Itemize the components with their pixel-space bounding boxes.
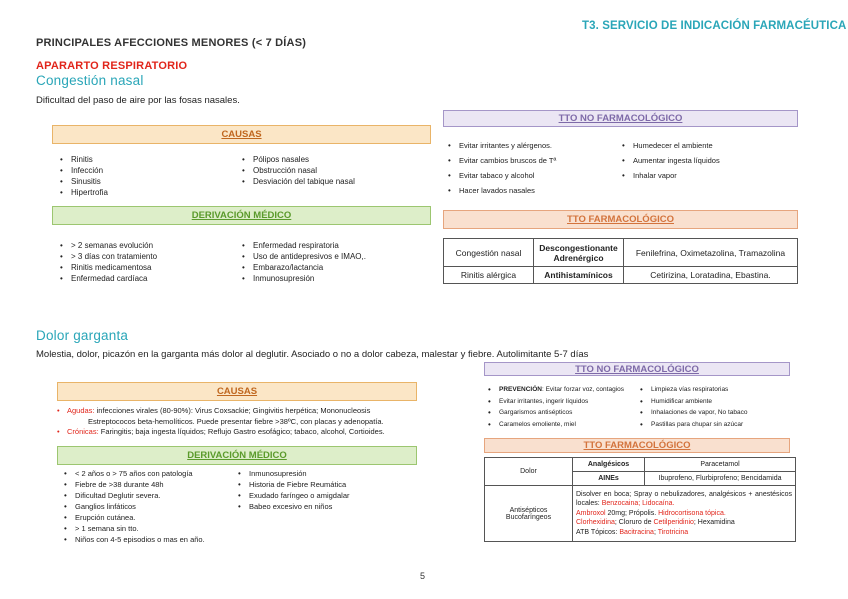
- list-item: • Pólipos nasales: [242, 154, 355, 165]
- garganta-derivacion-list-1: [64, 468, 205, 545]
- list-item: • Rinitis: [60, 154, 108, 165]
- antisep-red: Benzocaina; Lidocaína.: [601, 500, 675, 508]
- congestion-tto-header: TTO FARMACOLÓGICO: [443, 210, 798, 229]
- list-item: • Infección: [60, 165, 108, 176]
- antisep-red: Ambroxol: [576, 509, 606, 517]
- table-cell: Antisépticos Bucofaríngeos: [485, 486, 573, 542]
- congestion-derivacion-header: DERIVACIÓN MÉDICO: [52, 206, 431, 225]
- list-item: • Aumentar ingesta líquidos: [622, 153, 720, 168]
- page-number: 5: [420, 571, 426, 581]
- list-item: • Gargarismos antisépticos: [488, 407, 624, 419]
- table-cell: Analgésicos: [573, 458, 645, 472]
- table-cell: [573, 486, 796, 542]
- list-item: • Sinusitis: [60, 176, 108, 187]
- list-item: • Historia de Fiebre Reumática: [238, 479, 350, 490]
- list-item: • Enfermedad respiratoria: [242, 240, 366, 251]
- congestion-title: Congestión nasal: [36, 73, 144, 88]
- list-item: • Hipertrofia: [60, 187, 108, 198]
- table-cell: Cetirizina, Loratadina, Ebastina.: [624, 267, 798, 284]
- list-item: • Inmunosupresión: [242, 273, 366, 284]
- congestion-derivacion-list-2: [242, 240, 366, 284]
- table-cell: Dolor: [485, 458, 573, 486]
- table-cell: Antihistamínicos: [534, 267, 624, 284]
- list-item: • Evitar cambios bruscos de Tª: [448, 153, 556, 168]
- garganta-derivacion-header: DERIVACIÓN MÉDICO: [57, 446, 417, 465]
- cronicas-label: Crónicas:: [67, 427, 99, 436]
- congestion-derivacion-list-1: [60, 240, 157, 284]
- garganta-tto-no-header: TTO NO FARMACOLÓGICO: [484, 362, 790, 376]
- agudas-label: Agudas:: [67, 406, 95, 415]
- antisep-line: ; Cloruro de: [614, 519, 654, 527]
- section-title: APARARTO RESPIRATORIO: [36, 60, 188, 72]
- congestion-causas-list-1: [60, 154, 108, 198]
- list-item: • Evitar irritantes y alérgenos.: [448, 138, 556, 153]
- list-item: • > 3 días con tratamiento: [60, 251, 157, 262]
- causa-cronicas: [57, 427, 437, 438]
- antisep-line: ATB Tópicos:: [576, 528, 620, 536]
- list-item: • Ganglios linfáticos: [64, 501, 205, 512]
- causa-agudas-cont: Estreptococos beta-hemolíticos. Puede presentar fiebre >38ºC, con placas y adenopatía.: [88, 416, 384, 426]
- list-item: • Embarazo/lactancia: [242, 262, 366, 273]
- list-item: • Desviación del tabique nasal: [242, 176, 355, 187]
- list-item: • Inhalaciones de vapor, No tabaco: [640, 407, 747, 419]
- list-item: • Caramelos emoliente, miel: [488, 419, 624, 431]
- table-cell: AINEs: [573, 472, 645, 486]
- garganta-title: Dolor garganta: [36, 328, 129, 343]
- congestion-tto-table: [443, 238, 798, 284]
- list-item: • Babeo excesivo en niños: [238, 501, 350, 512]
- garganta-description: Molestia, dolor, picazón en la garganta más dolor al deglutir. Asociado o no a dolor cabeza, malestar y fiebre. Autolimitante 5-7 días: [36, 349, 589, 360]
- list-item: • Humidificar ambiente: [640, 396, 747, 408]
- table-cell: Descongestionante Adrenérgico: [534, 239, 624, 267]
- antisep-line: ;: [653, 528, 658, 536]
- antisep-line: 20mg; Própolis.: [605, 509, 659, 517]
- list-item: • Uso de antidepresivos e IMAO,.: [242, 251, 366, 262]
- antisep-red: Hidrocortisona tópica.: [658, 509, 726, 517]
- congestion-tto-no-list-2: [622, 138, 720, 183]
- table-row: [485, 486, 796, 542]
- list-item: • Limpieza vías respiratorias: [640, 384, 747, 396]
- causa-agudas: [57, 406, 437, 417]
- congestion-tto-no-list-1: [448, 138, 556, 198]
- list-item: • Inhalar vapor: [622, 168, 720, 183]
- congestion-causas-list-2: [242, 154, 355, 187]
- garganta-tto-no-list-1: [488, 384, 624, 430]
- table-row: [444, 239, 798, 267]
- list-item: • > 2 semanas evolución: [60, 240, 157, 251]
- congestion-description: Dificultad del paso de aire por las fosas nasales.: [36, 95, 240, 106]
- garganta-causas-content: [57, 406, 437, 438]
- page-title: PRINCIPALES AFECCIONES MENORES (< 7 DÍAS): [36, 37, 307, 49]
- list-item: • Enfermedad cardíaca: [60, 273, 157, 284]
- garganta-causas-header: CAUSAS: [57, 382, 417, 401]
- list-item: [488, 384, 624, 396]
- list-item: • Dificultad Deglutir severa.: [64, 490, 205, 501]
- list-item: • Humedecer el ambiente: [622, 138, 720, 153]
- list-item: • > 1 semana sin tto.: [64, 523, 205, 534]
- list-item: • Rinitis medicamentosa: [60, 262, 157, 273]
- agudas-text: infecciones virales (80-90%): Virus Coxsackie; Gingivitis herpética; Mononucleosis: [94, 406, 371, 415]
- congestion-tto-no-header: TTO NO FARMACOLÓGICO: [443, 110, 798, 127]
- garganta-tto-header: TTO FARMACOLÓGICO: [484, 438, 790, 453]
- congestion-causas-header: CAUSAS: [52, 125, 431, 144]
- list-item: • Exudado faríngeo o amigdalar: [238, 490, 350, 501]
- table-row: [444, 267, 798, 284]
- list-item: • < 2 años o > 75 años con patología: [64, 468, 205, 479]
- antisep-line: ; Hexamidina: [693, 519, 735, 527]
- table-cell: Rinitis alérgica: [444, 267, 534, 284]
- garganta-tto-no-list-2: [640, 384, 747, 430]
- prevencion-text: : Evitar forzar voz, contagios: [541, 386, 624, 393]
- document-title: T3. SERVICIO DE INDICACIÓN FARMACÉUTICA: [582, 20, 847, 32]
- list-item: • Fiebre de >38 durante 48h: [64, 479, 205, 490]
- list-item: • Hacer lavados nasales: [448, 183, 556, 198]
- table-cell: Paracetamol: [645, 458, 796, 472]
- prevencion-label: PREVENCIÓN: [499, 386, 542, 393]
- table-row: [485, 458, 796, 472]
- antisep-red: Cetilperidinio: [653, 519, 694, 527]
- garganta-tto-table: [484, 457, 796, 542]
- list-item: • Evitar tabaco y alcohol: [448, 168, 556, 183]
- list-item: • Obstrucción nasal: [242, 165, 355, 176]
- list-item: • Pastillas para chupar sin azúcar: [640, 419, 747, 431]
- cronicas-text: Faringitis; baja ingesta líquidos; Reflujo Gastro esofágico; tabaco, alcohol, Cortioides.: [98, 427, 385, 436]
- table-cell: Fenilefrina, Oximetazolina, Tramazolina: [624, 239, 798, 267]
- list-item: • Niños con 4-5 episodios o mas en año.: [64, 534, 205, 545]
- list-item: • Erupción cutánea.: [64, 512, 205, 523]
- antisep-red: Bacitracina: [619, 528, 654, 536]
- table-cell: Ibuprofeno, Flurbiprofeno; Bencidamida: [645, 472, 796, 486]
- antisep-red: Tirotricina: [657, 528, 689, 536]
- list-item: • Evitar irritantes, ingerir líquidos: [488, 396, 624, 408]
- antisep-line: Disolver en boca; Spray o nebulizadores, analgésicos + anestésicos locales:: [576, 490, 792, 508]
- antisep-red: Clorhexidina: [576, 519, 615, 527]
- list-item: • Inmunosupresión: [238, 468, 350, 479]
- garganta-derivacion-list-2: [238, 468, 350, 512]
- table-cell: Congestión nasal: [444, 239, 534, 267]
